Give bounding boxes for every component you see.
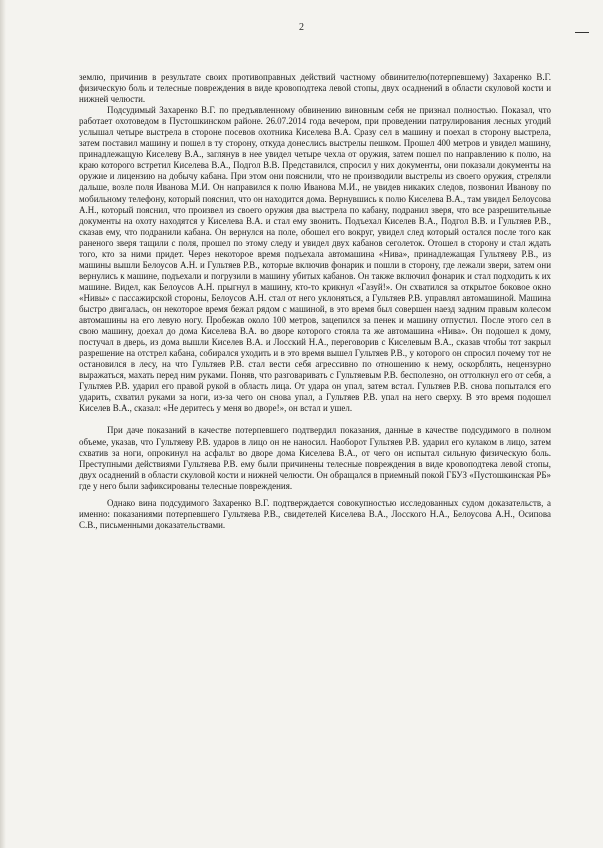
paragraph-evidence: Однако вина подсудимого Захаренко В.Г. подтверждается совокупностью исследованных судом доказательств, а именно: показаниями потерпевшего Гультяева Р.В., свидетелей Киселева В.А., Лосского Н.А., Белоусова А.Н., Осипова С.В., письменными доказательствами. — [79, 497, 551, 530]
document-body — [79, 72, 551, 531]
paragraph-continuation: землю, причинив в результате своих противоправных действий частному обвинителю(потерпевшему) Захаренко В.Г. физическую боль и телесные повреждения в виде кровоподтека левой стопы, двух осаднений в области скуловой кости и нижней челюсти. — [79, 72, 551, 105]
paragraph-victim-testimony: При даче показаний в качестве потерпевшего подтвердил показания, данные в качестве подсудимого в полном объеме, указав, что Гультяеву Р.В. ударов в лицо он не наносил. Наоборот Гультяев Р.В. ударил его кулаком в лицо, затем схватив за ноги, опрокинул на асфальт во дворе дома Киселева В.А., от чего он испытал сильную физическую боль. Преступными действиями Гультяева Р.В. ему были причинены телесные повреждения в виде кровоподтека левой стопы, двух осаднений в области скуловой кости и нижней челюсти. Он обращался в приемный покой ГБУЗ «Пустошкинская РБ» где у него были зафиксированы телесные повреждения. — [79, 425, 551, 491]
page-number: 2 — [299, 22, 304, 33]
scan-edge-shadow — [0, 0, 6, 848]
paragraph-defendant-testimony: Подсудимый Захаренко В.Г. по предъявленному обвинению виновным себя не признал полностью. Показал, что работает охотоведом в Пустошкинском районе. 26.07.2014 года вечером, при проведении патрулирования лесных угодий услышал четыре выстрела в стороне посевов охотника Киселева В.А. Сразу сел в машину и поехал в сторону выстрела, затем поставил машину и пошел в ту сторону, откуда донеслись выстрелы пешком. Прошел 400 метров и увидел машину, принадлежащую Киселеву В.А., заглянув в нее увидел четыре чехла от оружия, затем пошел по направлению к полю, на краю которого встретил Киселева В.А., Подгол В.В. Представился, спросил у них документы, они показали документы на оружие и лицензию на добычу кабана. При этом они пояснили, что не производили выстрелы из своего оружия, стреляли дальше, возле поля Иванова М.И. Он направился к полю Иванова М.И., не увидев никаких следов, позвонил Иванову по мобильному телефону, который пояснил, что он находится дома. Вернувшись к полю Киселева В.А., там увидел Белоусова А.Н., который пояснил, что произвел из своего оружия два выстрела по кабану, подранил зверя, что все разрешительные документы на охоту находятся у Киселева В.А. и стал ему звонить. Подъехал Киселев В.А., Подгол В.В. и Гультяев Р.В., сказав ему, что подранили кабана. Он вернулся на поле, обошел его вокруг, увидел след который остался после того как раненого зверя тащили с поля, прошел по этому следу и увидел двух кабанов сеголеток. Отошел в сторону и стал ждать того, кто за ними придет. Через некоторое время подъехала автомашина «Нива», принадлежащая Гультяеву Р.В., из машины вышли Белоусов А.Н. и Гультяев Р.В., которые включив фонарик и пошли в сторону, где лежали звери, затем они вернулись к машине, подъехали и погрузили в машину убитых кабанов. Он также включил фонарик и стал подходить к их машине. Видел, как Белоусов А.Н. прыгнул в машину, кто-то крикнул «Газуй!». Он схватился за открытое боковое окно «Нивы» с пассажирской стороны, Белоусов А.Н. стал от него уклоняться, а Гультяев Р.В. управлял автомашиной. Машина быстро двигалась, он некоторое время бежал рядом с машиной, в это время был совершен наезд задним правым колесом автомашины на его левую ногу. Пробежав около 100 метров, зацепился за пенек и машину отпустил. После этого сел в свою машину, доехал до дома Киселева В.А. во дворе которого стояла та же автомашина «Нива». Он подошел к дому, постучал в дверь, из дома вышли Киселев В.А. и Лосский Н.А., переговорив с Киселевым В.А., сказав чтобы тот закрыл разрешение на отстрел кабана, собирался уходить и в это время вышел Гультяев Р.В., у которого он спросил почему тот не остановился в лесу, на что Гультяев Р.В. стал вести себя агрессивно по отношению к нему, оскорблять, нецензурно выражаться, махать перед ним руками. Поняв, что разговаривать с Гультяевым Р.В. бесполезно, он оттолкнул его от себя, а Гультяев Р.В. ударил его правой рукой в область лица. От удара он упал, затем встал. Гультяев Р.В. снова попытался его ударить, схватил руками за ноги, из-за чего он снова упал, а Гультяев Р.В. упал на него сверху. В это время подошел Киселев В.А., сказал: «Не деритесь у меня во дворе!», он встал и ушел. — [79, 105, 551, 414]
